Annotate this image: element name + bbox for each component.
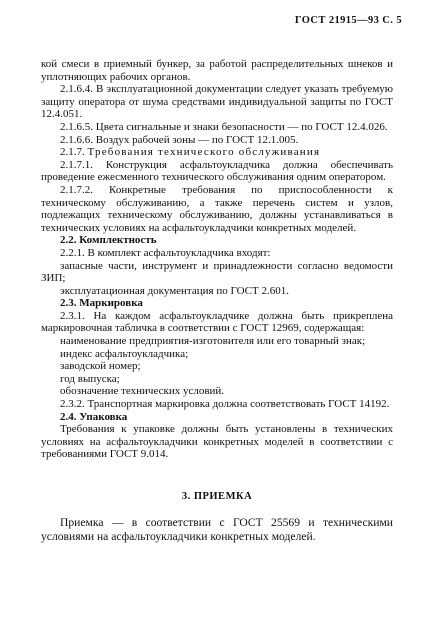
paragraph-continuation: кой смеси в приемный бункер, за работой распределительных шнеков и уплотняющих рабочих органов.: [41, 58, 393, 83]
clause-2-2-1: 2.2.1. В комплект асфальтоукладчика входят:: [60, 246, 271, 259]
section-heading-completeness: 2.2. Комплектность: [60, 234, 157, 247]
list-item-documentation: эксплуатационная документация по ГОСТ 2.601.: [60, 284, 289, 297]
list-item-index: индекс асфальтоукладчика;: [60, 347, 189, 360]
clause-2-1-7-1: 2.1.7.1. Конструкция асфальтоукладчика должна обеспечивать проведение ежесменного технического обслуживания одним оператором.: [41, 158, 393, 184]
clause-2-1-6-5: 2.1.6.5. Цвета сигнальные и знаки безопасности — по ГОСТ 12.4.026.: [60, 120, 388, 133]
list-item-manufacturer: наименование предприятия-изготовителя или его товарный знак;: [60, 335, 366, 348]
list-item-spec: обозначение технических условий.: [60, 385, 225, 398]
document-body: [41, 58, 393, 544]
clause-2-3-1: 2.3.1. На каждом асфальтоукладчике должна быть прикреплена маркировочная табличка в соответствии с ГОСТ 12969, содержащая:: [41, 309, 393, 335]
clause-2-3-2: 2.3.2. Транспортная маркировка должна соответствовать ГОСТ 14192.: [60, 398, 390, 411]
clause-title: Требования технического обслуживания: [87, 146, 321, 159]
clause-2-1-6-6: 2.1.6.6. Воздух рабочей зоны — по ГОСТ 12.1.005.: [60, 133, 299, 146]
clause-2-1-7-heading: [41, 146, 393, 159]
section-heading-packing: 2.4. Упаковка: [60, 410, 128, 423]
section-heading-marking: 2.3. Маркировка: [60, 297, 143, 310]
clause-number: 2.1.7.: [60, 146, 85, 159]
acceptance-text: Приемка — в соответствии с ГОСТ 25569 и техническими условиями на асфальтоукладчики конкретных моделей.: [41, 515, 393, 543]
clause-2-1-6-4: 2.1.6.4. В эксплуатационной документации следует указать требуемую защиту оператора от шума средствами индивидуальной защиты по ГОСТ 12.4.051.: [41, 83, 393, 121]
section-title-acceptance: 3. ПРИЕМКА: [181, 491, 253, 502]
list-item-year: год выпуска;: [60, 372, 120, 385]
clause-2-1-7-2: 2.1.7.2. Конкретные требования по приспособленности к техническому обслуживанию, а также перечень систем и узлов, подлежащих техническому обслуживанию, должны устанавливаться в технических условиях на асфальтоукладчики конкретных моделей.: [41, 183, 393, 234]
clause-2-4-text: Требования к упаковке должны быть установлены в технических условиях на асфальтоукладчики конкретных моделей в соответствии с требованиями ГОСТ 9.014.: [41, 423, 393, 461]
list-item-serial: заводской номер;: [60, 360, 141, 373]
page-header: ГОСТ 21915—93 С. 5: [294, 15, 402, 26]
list-item-spare-parts: запасные части, инструмент и принадлежности согласно ведомости ЗИП;: [41, 259, 393, 285]
